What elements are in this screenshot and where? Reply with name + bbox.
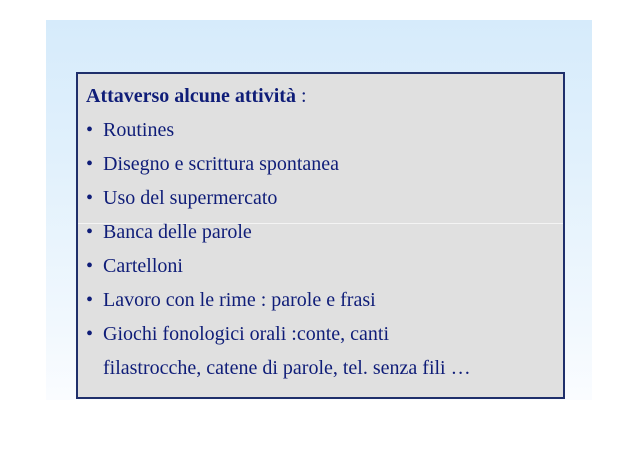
list-item-label-continued: filastrocche, catene di parole, tel. senza fili …	[103, 357, 471, 379]
bullet-icon: •	[86, 221, 94, 243]
list-item	[86, 283, 555, 317]
list-item	[86, 181, 555, 215]
list-item-label: Banca delle parole	[103, 221, 252, 243]
bullet-icon: •	[86, 255, 94, 277]
list-item	[86, 317, 555, 385]
bullet-icon: •	[86, 153, 94, 175]
bullet-icon: •	[86, 289, 94, 311]
intro-colon: :	[295, 85, 307, 107]
list-item-label: Lavoro con le rime : parole e frasi	[103, 289, 376, 311]
list-item	[86, 147, 555, 181]
list-item-label: Disegno e scrittura spontanea	[103, 153, 340, 175]
intro-line	[86, 79, 555, 113]
list-item	[86, 249, 555, 283]
content-box	[76, 72, 565, 399]
list-item	[86, 215, 555, 249]
list-item-label: Uso del supermercato	[103, 187, 278, 209]
bullet-icon: •	[86, 119, 94, 141]
bullet-icon: •	[86, 323, 94, 345]
list-item-label: Cartelloni	[103, 255, 183, 277]
list-item-label: Routines	[103, 119, 175, 141]
intro-heading: Attaverso alcune attività	[86, 85, 296, 107]
list-item	[86, 113, 555, 147]
bullet-icon: •	[86, 187, 94, 209]
list-item-label: Giochi fonologici orali :conte, canti	[103, 323, 390, 345]
activity-list	[86, 113, 555, 385]
